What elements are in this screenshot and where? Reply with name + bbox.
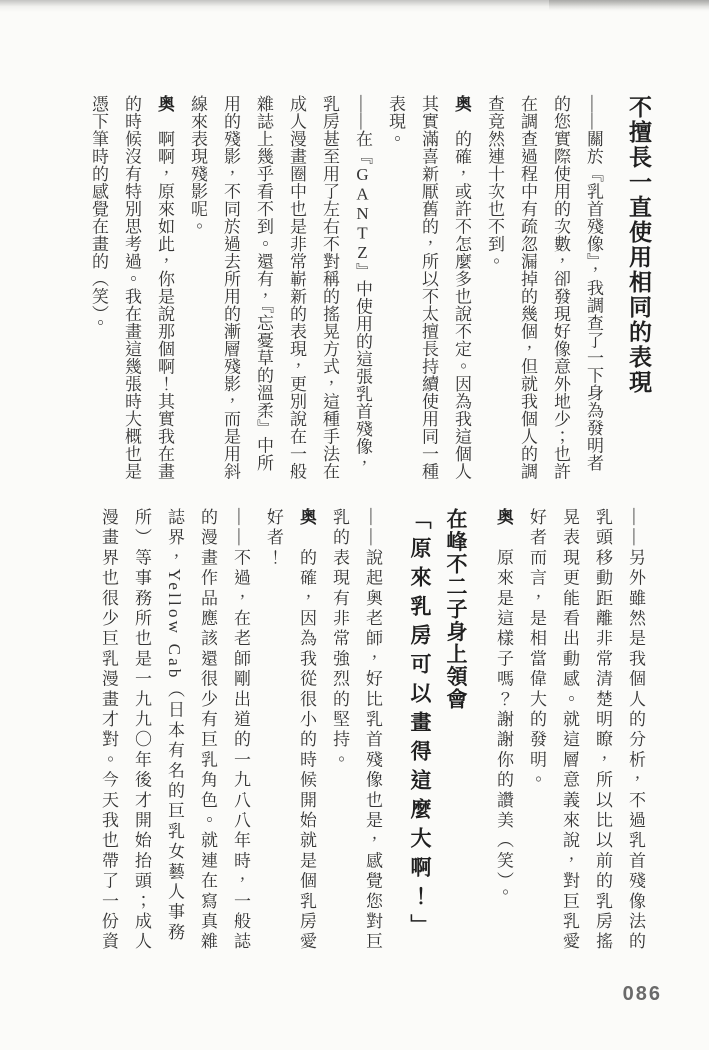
interviewer-question — [92, 508, 257, 956]
speaker-label: 奥 — [494, 508, 513, 529]
answer-text: 的確，因為我從很小的時候開始就是個乳房愛好者！ — [264, 508, 316, 953]
sub-heading — [401, 508, 473, 956]
interviewer-question — [181, 95, 379, 487]
interviewee-answer — [82, 95, 181, 487]
interviewee-answer — [379, 95, 478, 487]
speaker-label: 奥 — [452, 95, 471, 113]
sub-heading-line2: 「原來乳房可以畫得這麼大啊！」 — [408, 508, 431, 943]
question-text: ——不過，在老師剛出道的一九八八年時，一般誌的漫畫作品應該還很少有巨乳角色。就連在寫真雜誌界，Yellow Cab（日本有名的巨乳女藝人事務所）等事務所也是一九九〇年後才開始抬頭；成人漫畫界也很少巨乳漫畫才對。今天我也帶了一份資 — [99, 508, 250, 953]
question-text: ——另外雖然是我個人的分析，不過乳首殘像法的乳頭移動距離非常清楚明瞭，所以比以前的乳房搖晃表現更能看出動感。就這層意義來說，對巨乳愛好者而言，是相當偉大的發明。 — [527, 508, 645, 953]
interviewer-question — [323, 508, 389, 956]
page-number: 086 — [622, 983, 662, 1005]
answer-text: 啊啊，原來如此，你是說那個啊！其實我在畫的時候沒有特別思考過。我在畫這幾張時大概也是憑下筆時的感覺在畫的（笑）。 — [89, 95, 174, 480]
answer-text: 的確，或許不怎麼多也說不定。因為我這個人其實滿喜新厭舊的，所以不太擅長持續使用同一種表現。 — [386, 95, 471, 480]
question-text: ——在『 — [353, 95, 372, 165]
interviewer-question — [478, 95, 610, 487]
interviewer-question — [520, 508, 652, 956]
interviewee-answer — [257, 508, 323, 956]
sub-heading-line1: 在峰不二子身上領會 — [444, 508, 467, 711]
section-heading: 不擅長一直使用相同的表現 — [626, 95, 652, 395]
interviewee-answer — [487, 508, 520, 956]
question-text: 』中使用的這張乳首殘像，乳房甚至用了左右不對稱的搖晃方式，這種手法在成人漫畫圈中也是非常嶄新的表現，更別說在一般雜誌上幾乎看不到。還有，『忘憂草的溫柔』中所用的殘影，不同於過去所用的漸層殘影，而是用斜線來表現殘影呢。 — [188, 95, 372, 480]
page-edge-shadow — [0, 0, 709, 12]
bottom-text-block — [92, 508, 652, 956]
work-title-latin: GANTZ — [353, 165, 372, 263]
speaker-label: 奥 — [155, 95, 174, 113]
question-text: ——說起奧老師，好比乳首殘像也是，感覺您對巨乳的表現有非常強烈的堅持。 — [330, 508, 382, 953]
answer-text: 原來是這樣子嗎？謝謝你的讚美（笑）。 — [494, 528, 513, 904]
question-text: ——關於『乳首殘像』，我調查了一下身為發明者的您實際使用的次數，卻發現好像意外地少；也許在調查過程中有疏忽漏掉的幾個，但就我個人的調查竟然連十次也不到。 — [485, 95, 603, 480]
top-text-block — [82, 95, 654, 487]
speaker-label: 奥 — [297, 508, 316, 529]
